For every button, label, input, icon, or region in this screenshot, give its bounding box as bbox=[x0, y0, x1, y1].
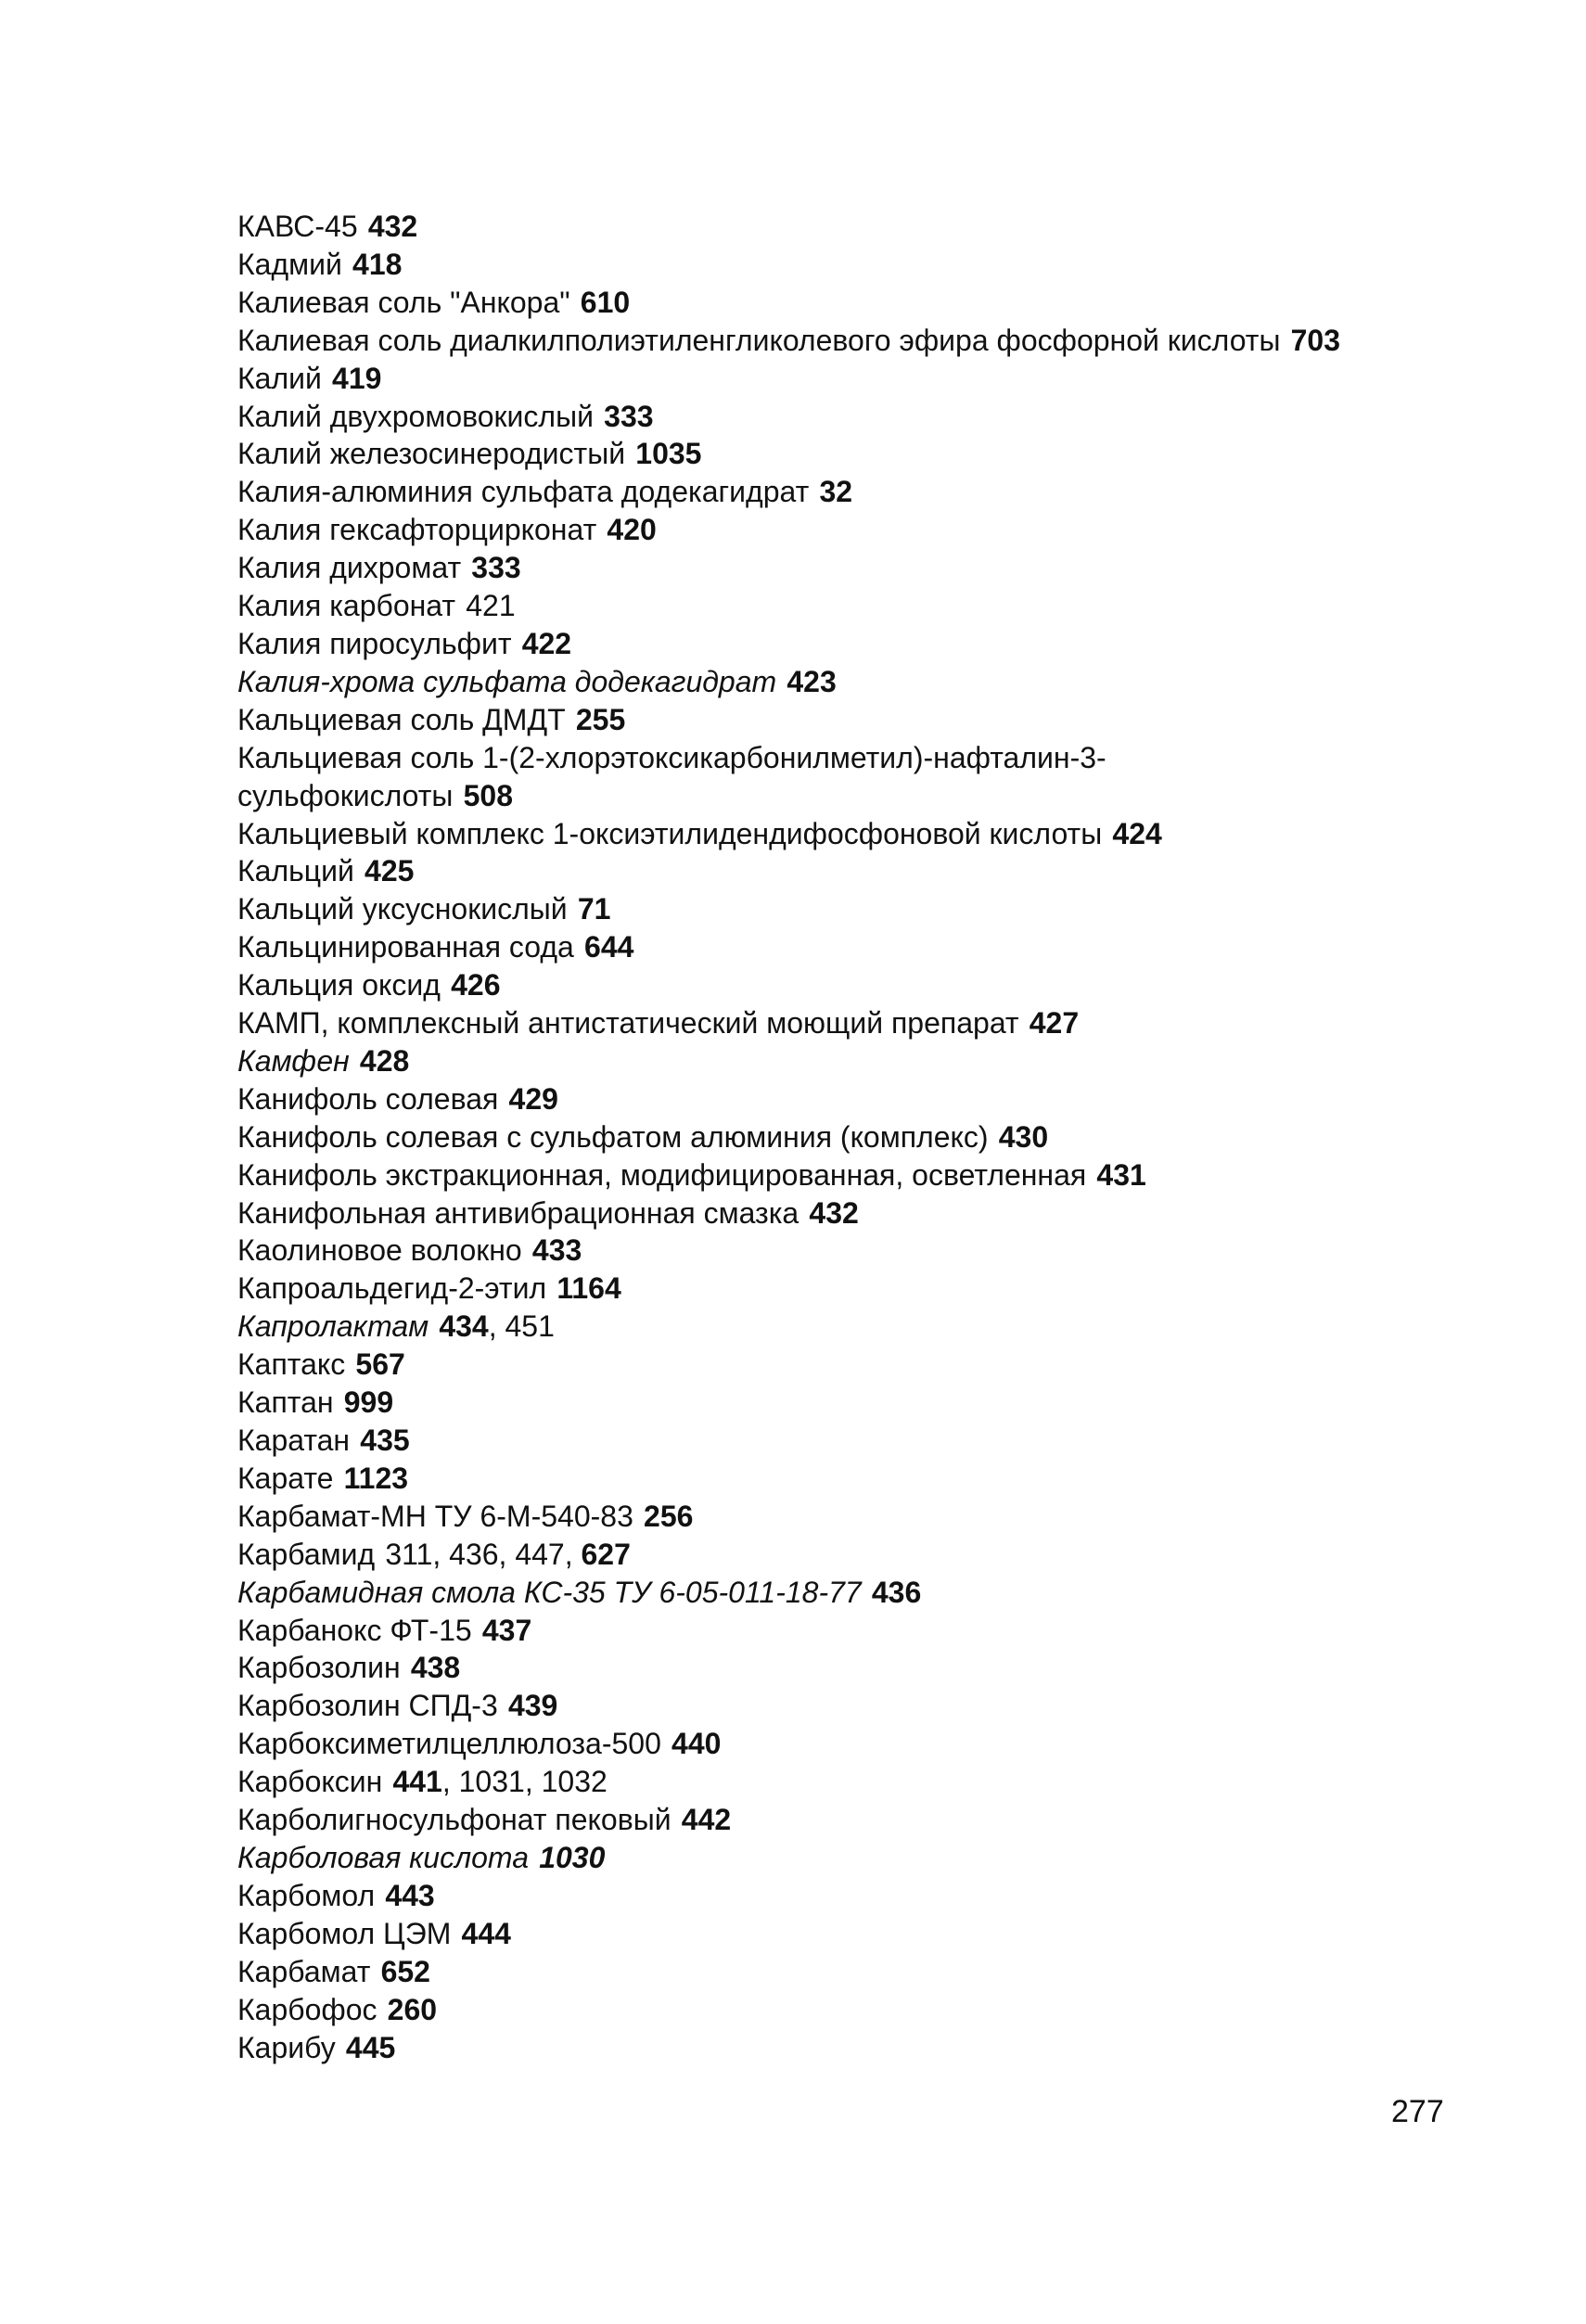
index-entry bbox=[237, 701, 1536, 739]
index-entry bbox=[237, 1194, 1536, 1232]
index-term: Каптан bbox=[237, 1385, 334, 1420]
page-ref-separator: , bbox=[441, 1765, 459, 1799]
page-ref: 440 bbox=[671, 1727, 722, 1761]
page-ref: 419 bbox=[332, 361, 382, 395]
index-page-refs bbox=[388, 1993, 437, 2026]
index-term: Каолиновое волокно bbox=[237, 1233, 522, 1268]
index-entry bbox=[237, 739, 1536, 777]
page-ref: 333 bbox=[604, 399, 654, 433]
index-entry bbox=[237, 1687, 1536, 1725]
index-entry bbox=[237, 1612, 1536, 1650]
index-entry bbox=[237, 1536, 1536, 1574]
index-entry bbox=[237, 1498, 1536, 1536]
page-ref: 1031 bbox=[458, 1765, 525, 1799]
index-page-refs bbox=[1291, 324, 1340, 357]
index-term: Карбамид bbox=[237, 1537, 376, 1571]
index-page-refs bbox=[451, 968, 500, 1002]
index-entry bbox=[237, 1991, 1536, 2029]
index-term: Канифоль солевая с сульфатом алюминия (комплекс) bbox=[237, 1119, 989, 1154]
index-term: Калия-алюминия сульфата додекагидрат bbox=[237, 475, 810, 509]
index-page-refs bbox=[439, 1309, 555, 1343]
index-entry bbox=[237, 1042, 1536, 1080]
index-entry bbox=[237, 360, 1536, 398]
index-page-refs bbox=[819, 475, 852, 508]
index-entry bbox=[237, 1156, 1536, 1194]
page-ref: 627 bbox=[581, 1537, 631, 1571]
page-ref: 311 bbox=[385, 1537, 433, 1571]
index-page-refs bbox=[385, 1879, 434, 1912]
index-term: Кадмий bbox=[237, 247, 342, 281]
index-entry bbox=[237, 1460, 1536, 1498]
index-page-refs bbox=[539, 1841, 605, 1874]
index-page-refs bbox=[522, 627, 571, 660]
index-entry bbox=[237, 966, 1536, 1004]
index-entry bbox=[237, 208, 1536, 246]
page-ref-separator: , bbox=[498, 1537, 516, 1571]
page-ref: 426 bbox=[451, 968, 501, 1002]
index-term: Калиевая соль диалкилполиэтиленгликолевого эфира фосфорной кислоты bbox=[237, 323, 1281, 357]
index-page-refs bbox=[999, 1120, 1048, 1154]
index-page-refs bbox=[584, 930, 633, 964]
index-page-refs bbox=[385, 1538, 631, 1571]
index-page-refs bbox=[532, 1233, 582, 1267]
index-entry bbox=[237, 587, 1536, 625]
index-entry bbox=[237, 398, 1536, 436]
page-ref: 434 bbox=[439, 1309, 489, 1344]
index-term: Карбамат bbox=[237, 1954, 371, 1988]
index-page-refs bbox=[482, 1614, 531, 1647]
page-ref: 436 bbox=[449, 1537, 499, 1571]
index-entry bbox=[237, 1915, 1536, 1953]
page-ref: 447 bbox=[515, 1537, 565, 1571]
page-ref: 424 bbox=[1112, 816, 1162, 850]
index-term: Карбозолин bbox=[237, 1651, 401, 1685]
page-ref: 431 bbox=[1096, 1157, 1146, 1192]
page-ref: 255 bbox=[575, 702, 626, 736]
index-entry bbox=[237, 511, 1536, 549]
page-ref-separator: , bbox=[432, 1537, 450, 1571]
index-page-refs bbox=[1112, 817, 1161, 850]
index-page-refs bbox=[872, 1576, 921, 1609]
index-entry bbox=[237, 435, 1536, 473]
page-ref: 420 bbox=[607, 513, 657, 547]
index-entry bbox=[237, 1877, 1536, 1915]
index-page-refs bbox=[355, 1347, 404, 1381]
index-page-refs bbox=[365, 854, 414, 887]
index-entry bbox=[237, 663, 1536, 701]
page-ref: 423 bbox=[787, 664, 837, 698]
page-ref: 432 bbox=[367, 210, 418, 243]
index-page-refs bbox=[464, 779, 513, 812]
index-page-refs bbox=[607, 513, 656, 546]
index-entry bbox=[237, 890, 1536, 928]
index-page-refs bbox=[392, 1765, 607, 1798]
page-ref: 432 bbox=[809, 1195, 859, 1230]
page-ref: 428 bbox=[359, 1043, 410, 1078]
index-entry bbox=[237, 1118, 1536, 1156]
index-entry bbox=[237, 1801, 1536, 1839]
index-page-refs bbox=[360, 1044, 409, 1078]
index-page-refs bbox=[411, 1651, 460, 1684]
index-term: Карбамидная смола КС-35 ТУ 6-05-011-18-77 bbox=[237, 1575, 862, 1609]
page-ref: 256 bbox=[644, 1499, 694, 1533]
index-entry bbox=[237, 1308, 1536, 1346]
index-term: сульфокислоты bbox=[237, 778, 454, 812]
index-entry bbox=[237, 1953, 1536, 1991]
index-page-refs bbox=[556, 1271, 620, 1305]
index-term: Каратан bbox=[237, 1424, 351, 1457]
index-term: Карбозолин СПД-3 bbox=[237, 1689, 498, 1723]
index-term: Карбоксин bbox=[237, 1765, 383, 1799]
index-entry bbox=[237, 246, 1536, 284]
page-ref: 422 bbox=[521, 626, 572, 660]
index-term: Карбофос bbox=[237, 1992, 377, 2026]
page-ref: 32 bbox=[819, 475, 853, 509]
page-ref-separator: , bbox=[524, 1765, 542, 1799]
index-term: Калия дихромат bbox=[237, 551, 462, 585]
page-ref: 430 bbox=[998, 1119, 1049, 1154]
index-entry bbox=[237, 1422, 1536, 1460]
index-term: Кальциевая соль ДМДТ bbox=[237, 702, 566, 736]
page-ref: 418 bbox=[352, 247, 403, 281]
page-ref: 439 bbox=[507, 1689, 558, 1723]
page-ref: 443 bbox=[385, 1878, 435, 1912]
page-ref: 444 bbox=[461, 1916, 511, 1950]
index-page-refs bbox=[462, 1917, 511, 1950]
page-ref: 451 bbox=[505, 1309, 555, 1344]
index-entry bbox=[237, 1763, 1536, 1801]
index-term: Калий двухромовокислый bbox=[237, 399, 594, 433]
index-entry bbox=[237, 322, 1536, 360]
page-ref: 445 bbox=[345, 2030, 396, 2064]
index-page-refs bbox=[576, 703, 625, 736]
page-ref: 333 bbox=[471, 551, 521, 585]
index-page-refs bbox=[344, 1462, 408, 1495]
index-page-refs bbox=[671, 1727, 721, 1760]
index-term: Карболовая кислота bbox=[237, 1840, 530, 1874]
index-term: Калиевая соль "Анкора" bbox=[237, 285, 570, 319]
page-ref: 508 bbox=[463, 778, 513, 812]
index-term: КАВС-45 bbox=[237, 210, 358, 243]
index-term: Карате bbox=[237, 1461, 334, 1495]
index-page-refs bbox=[581, 286, 630, 319]
index-term: Капроальдегид-2-этил bbox=[237, 1271, 547, 1306]
index-entry bbox=[237, 1839, 1536, 1877]
page-ref: 433 bbox=[531, 1233, 582, 1268]
page-ref: 260 bbox=[387, 1992, 438, 2026]
page-ref: 425 bbox=[365, 854, 415, 888]
page-ref-separator: , bbox=[488, 1309, 505, 1344]
index-page-refs bbox=[360, 1424, 409, 1457]
index-page-refs bbox=[381, 1955, 430, 1988]
index-entry-list bbox=[237, 208, 1536, 2066]
index-term: Калия пиросульфит bbox=[237, 626, 512, 660]
index-entry bbox=[237, 1384, 1536, 1422]
index-term: Капролактам bbox=[237, 1309, 429, 1344]
index-term: Кальций bbox=[237, 854, 354, 888]
index-term: Карибу bbox=[237, 2030, 336, 2064]
index-page-refs bbox=[809, 1196, 858, 1230]
page-ref: 644 bbox=[584, 930, 634, 964]
index-term: Калия-хрома сульфата додекагидрат bbox=[237, 664, 777, 698]
index-term: Каптакс bbox=[237, 1347, 346, 1382]
index-page-refs bbox=[635, 437, 701, 470]
page-ref: 427 bbox=[1029, 1006, 1080, 1041]
index-term: Карбомол ЦЭМ bbox=[237, 1916, 452, 1950]
index-term: Кальцинированная сода bbox=[237, 930, 574, 964]
page-ref: 1035 bbox=[635, 437, 702, 471]
page-ref: 441 bbox=[392, 1765, 442, 1799]
page-number: 277 bbox=[1391, 2094, 1444, 2129]
index-entry bbox=[237, 1004, 1536, 1042]
index-page-refs bbox=[509, 1082, 558, 1116]
index-term: Кальциевая соль 1-(2-хлорэтоксикарбонилметил)-нафталин-3- bbox=[237, 740, 1106, 774]
index-page-refs bbox=[682, 1803, 731, 1836]
page-ref: 435 bbox=[360, 1424, 410, 1457]
page-ref: 652 bbox=[380, 1954, 430, 1988]
index-term: Канифольная антивибрационная смазка bbox=[237, 1195, 799, 1230]
index-entry bbox=[237, 1574, 1536, 1612]
page-ref: 610 bbox=[580, 285, 631, 319]
page-ref: 567 bbox=[355, 1347, 405, 1382]
index-entry bbox=[237, 1725, 1536, 1763]
index-page-refs bbox=[332, 362, 381, 395]
index-entry bbox=[237, 815, 1536, 853]
index-entry bbox=[237, 1232, 1536, 1270]
page-ref: 438 bbox=[410, 1651, 461, 1685]
index-term: Кальция оксид bbox=[237, 968, 441, 1002]
index-page-refs bbox=[604, 400, 653, 433]
index-entry bbox=[237, 852, 1536, 890]
index-entry bbox=[237, 473, 1536, 511]
index-term: Кальций уксуснокислый bbox=[237, 892, 568, 926]
page-ref-separator: , bbox=[564, 1537, 582, 1571]
index-page-refs bbox=[466, 589, 515, 622]
index-term: Кальциевый комплекс 1-оксиэтилидендифосфоновой кислоты bbox=[237, 816, 1103, 850]
index-entry bbox=[237, 1080, 1536, 1118]
index-entry bbox=[237, 2029, 1536, 2067]
index-entry bbox=[237, 284, 1536, 322]
page-ref: 703 bbox=[1290, 323, 1341, 357]
index-entry bbox=[237, 625, 1536, 663]
index-term: КАМП, комплексный антистатический моющий препарат bbox=[237, 1006, 1019, 1041]
index-term: Карбамат-МН ТУ 6-М-540-83 bbox=[237, 1499, 633, 1533]
index-entry bbox=[237, 1649, 1536, 1687]
page-ref: 437 bbox=[481, 1613, 532, 1647]
index-term: Карбанокс ФТ-15 bbox=[237, 1613, 472, 1647]
index-page-refs bbox=[578, 892, 611, 926]
page-ref: 429 bbox=[508, 1081, 558, 1116]
page-ref: 442 bbox=[681, 1803, 732, 1837]
index-page-refs bbox=[1030, 1006, 1079, 1040]
index-term: Карболигносульфонат пековый bbox=[237, 1803, 671, 1837]
index-entry bbox=[237, 777, 1536, 815]
page-ref: 1032 bbox=[541, 1765, 608, 1799]
index-entry bbox=[237, 1270, 1536, 1308]
index-page-refs bbox=[368, 210, 417, 243]
index-term: Канифоль экстракционная, модифицированная, осветленная bbox=[237, 1157, 1087, 1192]
page-ref: 999 bbox=[343, 1385, 394, 1420]
page-ref: 1030 bbox=[539, 1840, 606, 1874]
index-term: Калия гексафторцирконат bbox=[237, 513, 597, 547]
index-page-refs bbox=[471, 551, 520, 584]
index-term: Калия карбонат bbox=[237, 589, 456, 623]
page-ref: 436 bbox=[871, 1575, 922, 1609]
index-page-refs bbox=[644, 1500, 693, 1533]
page-ref: 71 bbox=[577, 892, 611, 926]
page-ref: 1164 bbox=[556, 1271, 621, 1306]
index-term: Карбомол bbox=[237, 1878, 376, 1912]
index-term: Карбоксиметилцеллюлоза-500 bbox=[237, 1727, 661, 1761]
index-entry bbox=[237, 549, 1536, 587]
index-page-refs bbox=[352, 248, 402, 281]
index-entry bbox=[237, 928, 1536, 966]
index-page-refs bbox=[508, 1689, 557, 1722]
page-ref: 1123 bbox=[343, 1461, 409, 1495]
index-page-refs bbox=[344, 1385, 393, 1419]
index-term: Камфен bbox=[237, 1043, 350, 1078]
index-page-refs bbox=[787, 665, 836, 698]
page-ref: 421 bbox=[466, 589, 516, 623]
index-page-refs bbox=[346, 2031, 395, 2064]
index-page-refs bbox=[1096, 1158, 1145, 1192]
index-term: Калий железосинеродистый bbox=[237, 437, 626, 471]
index-entry bbox=[237, 1346, 1536, 1384]
index-term: Калий bbox=[237, 361, 322, 395]
index-term: Канифоль солевая bbox=[237, 1081, 499, 1116]
